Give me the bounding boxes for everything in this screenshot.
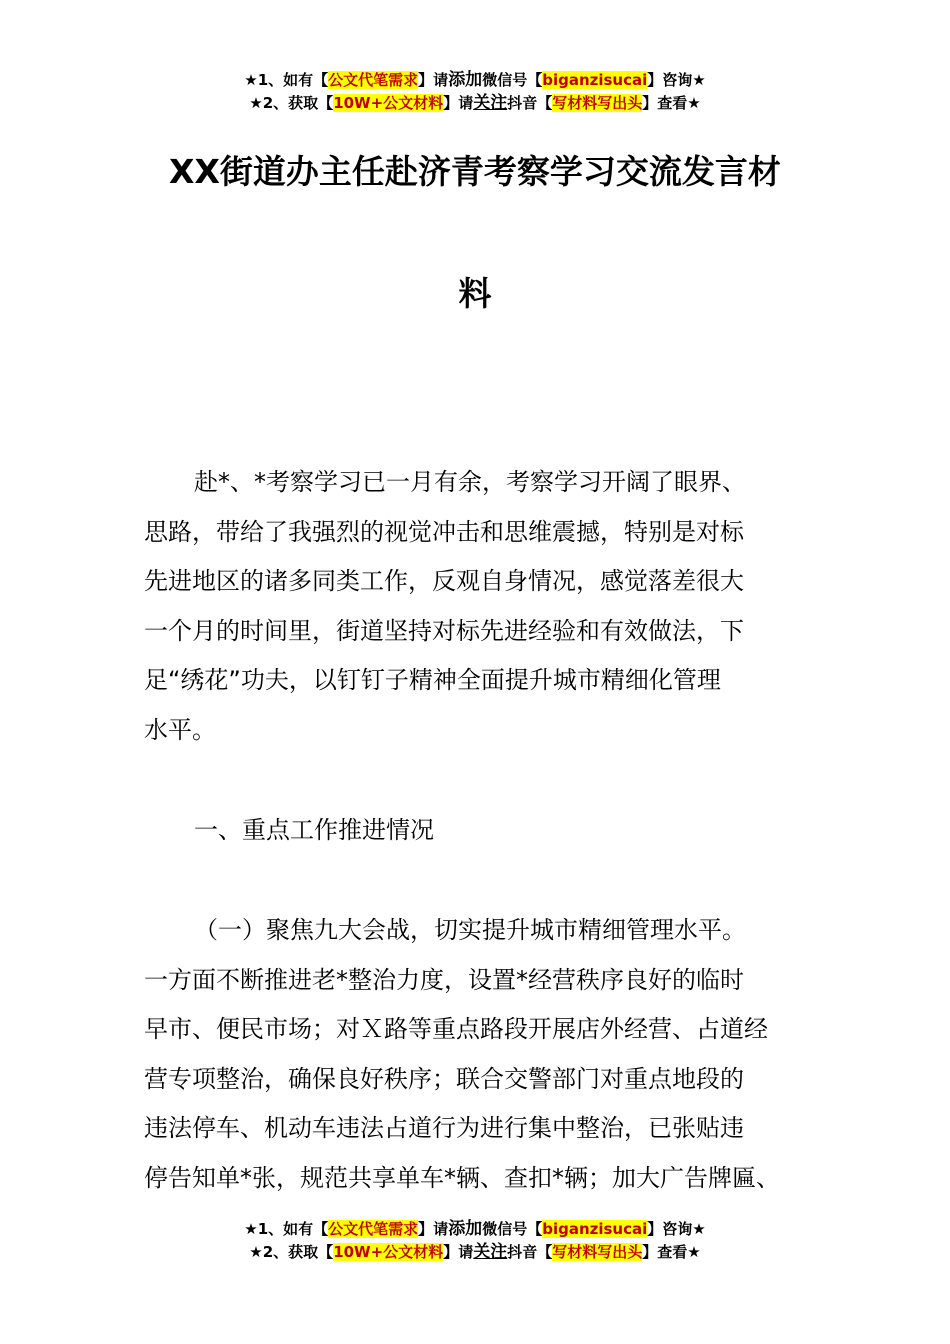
banner-text: 】请 [418,1220,449,1238]
document-title: XX街道办主任赴济青考察学习交流发言材 [169,152,781,191]
highlight-materials: 10W+公文材料 [333,1243,444,1261]
section-heading [144,806,808,856]
banner-emphasis: 添加 [448,70,483,90]
highlight-wechat-id: biganzisucai [542,71,648,89]
heading-line: 一、重点工作推进情况 [194,816,434,844]
paragraph-line: 赴*、*考察学习已一月有余，考察学习开阔了眼界、 [194,468,746,496]
banner-line-1 [0,69,950,92]
banner-text: ★1、如有【 [244,1220,329,1238]
paragraph-line: 思路，带给了我强烈的视觉冲击和思维震撼，特别是对标 [144,517,744,546]
banner-text: ★1、如有【 [244,71,329,89]
paragraph-line: 停告知单*张，规范共享单车*辆、查扣*辆；加大广告牌匾、 [144,1163,780,1192]
banner-line-2 [0,92,950,115]
paragraph-line: 一个月的时间里，街道坚持对标先进经验和有效做法，下 [144,616,744,645]
paragraph-line: 早市、便民市场；对Ｘ路等重点路段开展店外经营、占道经 [144,1015,768,1043]
highlight-service: 公文代笔需求 [328,71,419,89]
highlight-douyin-id: 写材料写出头 [552,94,643,112]
banner-text: 】请 [418,71,449,89]
intro-paragraph [144,458,808,755]
banner-text: ★2、获取【 [249,1243,334,1261]
banner-text: 抖音【 [507,1243,553,1261]
banner-text: ★2、获取【 [249,94,334,112]
document-title-continued: 料 [458,274,492,313]
paragraph-line: 水平。 [144,715,216,744]
paragraph-line: 足“绣花”功夫，以钉钉子精神全面提升城市精细化管理 [144,666,721,694]
banner-text: 抖音【 [507,94,553,112]
highlight-douyin-id: 写材料写出头 [552,1243,643,1261]
paragraph-line: 一方面不断推进老*整治力度，设置*经营秩序良好的临时 [144,965,744,994]
highlight-materials: 10W+公文材料 [333,94,444,112]
banner-text: 】请 [443,94,474,112]
banner-text: 】咨询★ [647,1220,706,1238]
bottom-banner [0,1218,950,1264]
paragraph-line: 先进地区的诸多同类工作，反观自身情况，感觉落差很大 [144,567,744,595]
paragraph-line: 营专项整治，确保良好秩序；联合交警部门对重点地段的 [144,1064,744,1093]
paragraph-line: 违法停车、机动车违法占道行为进行集中整治，已张贴违 [144,1114,744,1142]
top-banner [0,69,950,115]
banner-emphasis: 添加 [448,1219,483,1239]
highlight-wechat-id: biganzisucai [542,1220,648,1238]
banner-text: 】请 [443,1243,474,1261]
banner-text: 】查看★ [642,1243,701,1261]
banner-text: 微信号【 [482,71,543,89]
subsection-paragraph [144,906,808,1203]
banner-emphasis: 关注 [473,93,508,113]
highlight-service: 公文代笔需求 [328,1220,419,1238]
banner-text: 微信号【 [482,1220,543,1238]
banner-text: 】咨询★ [647,71,706,89]
banner-line-2 [0,1241,950,1264]
banner-emphasis: 关注 [473,1242,508,1262]
paragraph-line: （一）聚焦九大会战，切实提升城市精细管理水平。 [194,916,746,944]
banner-text: 】查看★ [642,94,701,112]
banner-line-1 [0,1218,950,1241]
